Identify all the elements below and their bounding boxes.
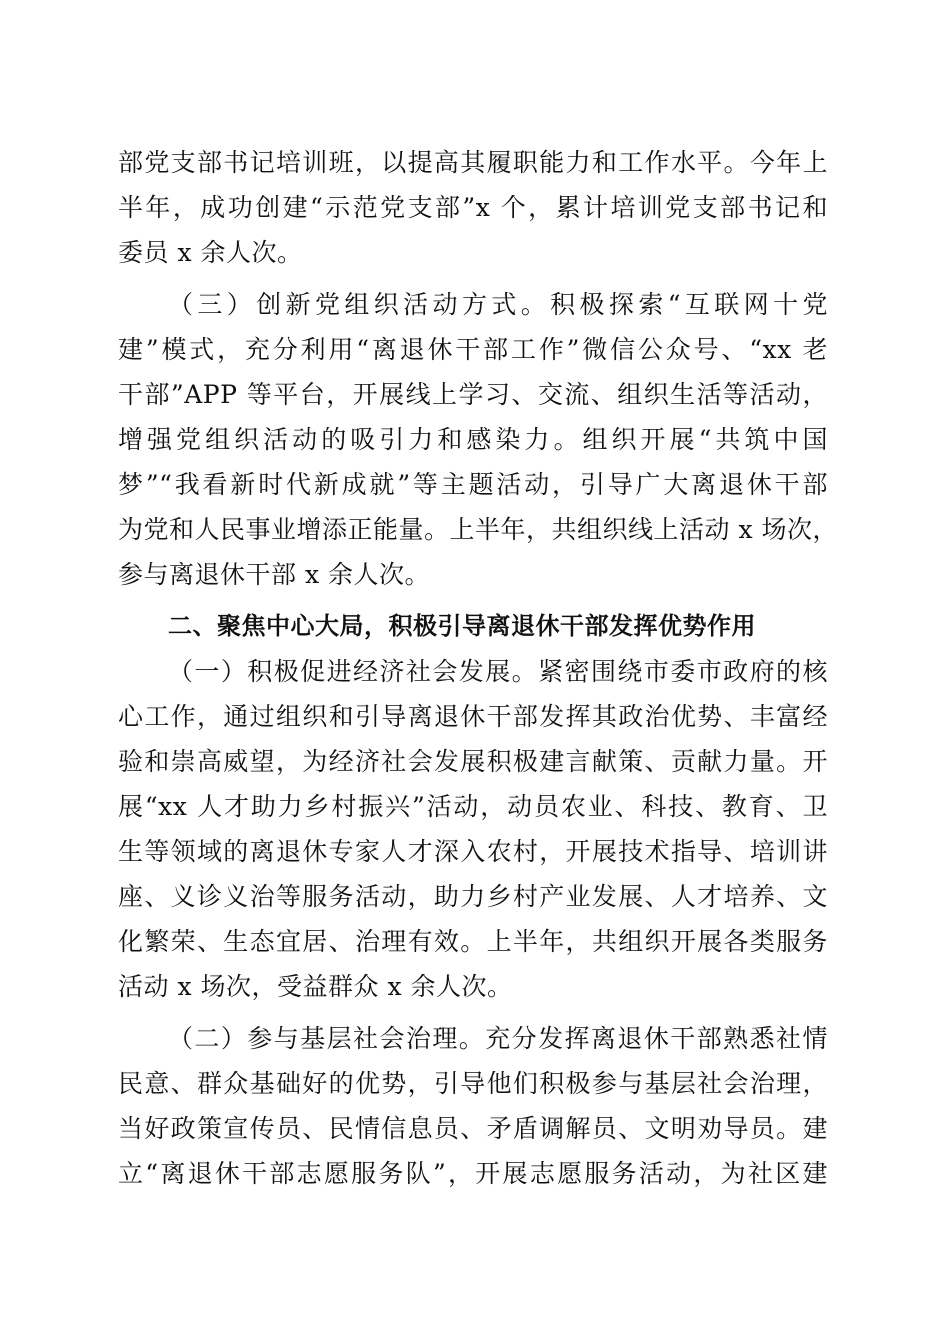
text-line: 梦”“我看新时代新成就”等主题活动，引导广大离退休干部 (118, 470, 828, 499)
text-line: （二）参与基层社会治理。充分发挥离退休干部熟悉社情 (168, 1024, 828, 1053)
text-line: 当好政策宣传员、民情信息员、矛盾调解员、文明劝导员。建 (118, 1114, 828, 1143)
paragraph-continuation (118, 140, 828, 275)
text-line: 验和崇高威望，为经济社会发展积极建言献策、贡献力量。开 (118, 747, 828, 776)
paragraph-section-1 (118, 649, 828, 1009)
text-line: 民意、群众基础好的优势，引导他们积极参与基层社会治理， (118, 1069, 828, 1098)
document-page (118, 140, 838, 1196)
text-line: 展“xx 人才助力乡村振兴”活动，动员农业、科技、教育、卫 (118, 792, 828, 821)
text-line: 为党和人民事业增添正能量。上半年，共组织线上活动 x 场次， (118, 515, 838, 544)
text-line: 座、义诊义治等服务活动，助力乡村产业发展、人才培养、文 (118, 882, 828, 911)
text-line: 心工作，通过组织和引导离退休干部发挥其政治优势、丰富经 (118, 702, 828, 731)
text-line: （三）创新党组织活动方式。积极探索“互联网十党 (168, 290, 828, 319)
paragraph-section-2 (118, 1016, 828, 1196)
text-line: 立“离退休干部志愿服务队”，开展志愿服务活动，为社区建 (118, 1159, 828, 1188)
text-line: 干部”APP 等平台，开展线上学习、交流、组织生活等活动， (118, 380, 828, 409)
text-line: （一）积极促进经济社会发展。紧密围绕市委市政府的核 (168, 657, 828, 686)
text-line: 生等领域的离退休专家人才深入农村，开展技术指导、培训讲 (118, 837, 828, 866)
text-line: 委员 x 余人次。 (118, 238, 303, 267)
section-heading: 二、聚焦中心大局，积极引导离退休干部发挥优势作用 (168, 612, 756, 640)
text-line: 建”模式，充分利用“离退休干部工作”微信公众号、“xx 老 (118, 335, 828, 364)
text-line: 参与离退休干部 x 余人次。 (118, 560, 430, 589)
text-line: 半年，成功创建“示范党支部”x 个，累计培训党支部书记和 (118, 193, 828, 222)
text-line: 活动 x 场次，受益群众 x 余人次。 (118, 972, 513, 1001)
text-line: 部党支部书记培训班，以提高其履职能力和工作水平。今年上 (118, 148, 828, 177)
text-line: 化繁荣、生态宜居、治理有效。上半年，共组织开展各类服务 (118, 927, 828, 956)
paragraph-section-3 (118, 282, 838, 597)
text-line: 增强党组织活动的吸引力和感染力。组织开展“共筑中国 (118, 425, 828, 454)
